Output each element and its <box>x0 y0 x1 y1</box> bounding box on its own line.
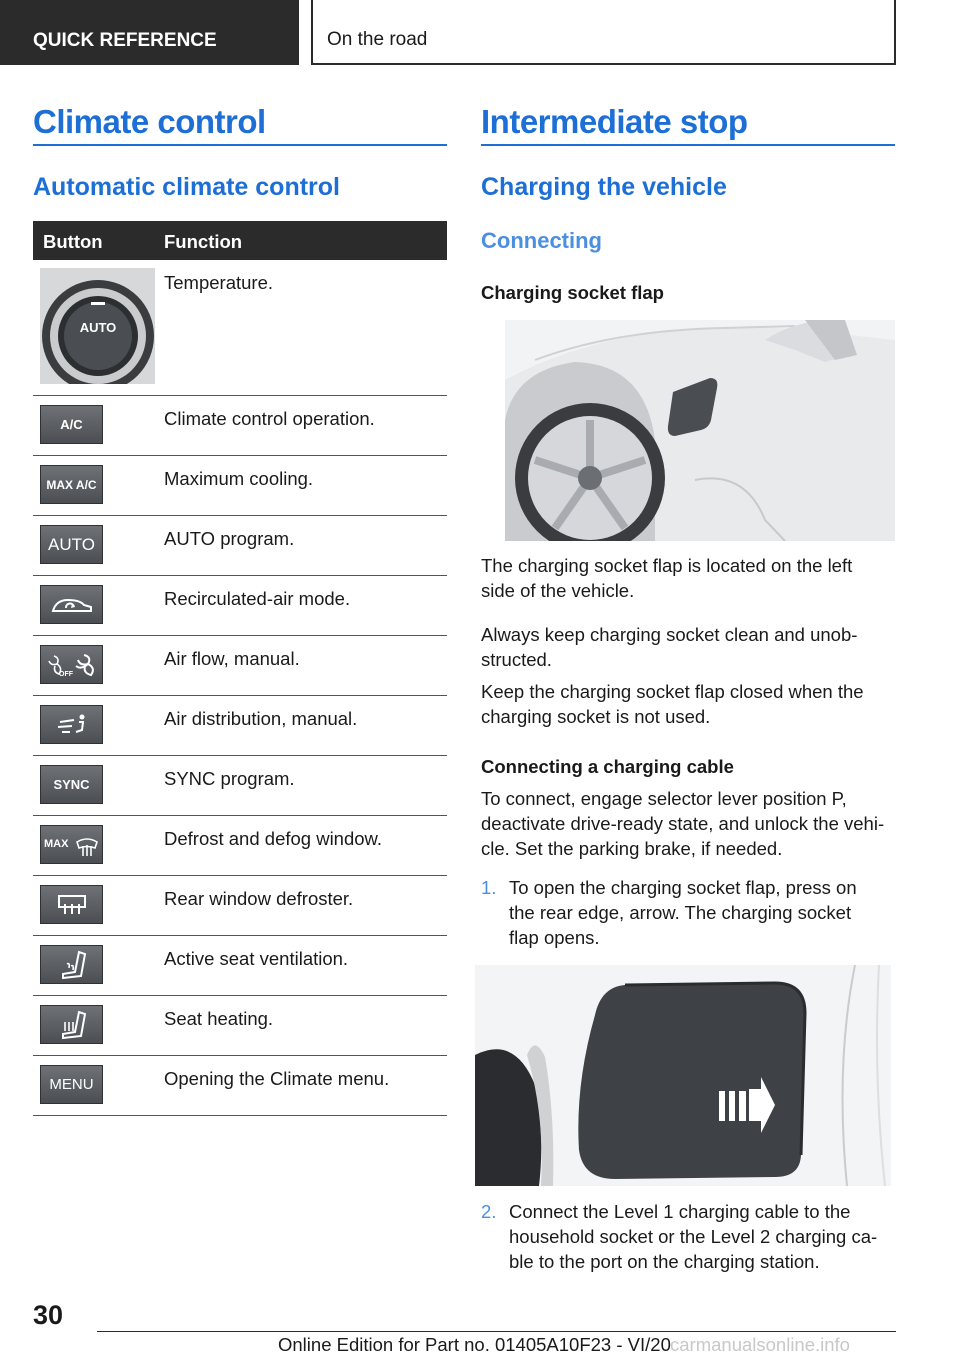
text-line: household socket or the Level 2 charging ca- <box>509 1226 878 1247</box>
function-temperature: Temperature. <box>164 272 273 293</box>
text-line: deactivate drive-ready state, and unlock the vehi- <box>481 813 885 834</box>
recirculation-icon <box>40 585 103 624</box>
subsection-heading: Connecting <box>481 228 602 253</box>
footer-rule <box>97 1331 896 1332</box>
table-row <box>33 576 447 636</box>
page-number: 30 <box>33 1300 64 1330</box>
title-rule-left <box>33 144 447 146</box>
chapter-tab: On the road <box>311 0 896 65</box>
menu-button-icon <box>40 1065 103 1104</box>
step-2-text <box>509 1199 877 1274</box>
text-line: side of the vehicle. <box>481 580 635 601</box>
max-ac-button-label: MAX A/C <box>46 477 97 492</box>
connect-paragraph <box>481 786 884 861</box>
max-ac-button-icon <box>40 465 103 504</box>
text-line: flap opens. <box>509 927 600 948</box>
table-row <box>33 260 447 396</box>
function-air-flow: Air flow, manual. <box>164 648 300 669</box>
defrost-icon <box>40 825 103 864</box>
ac-button-icon <box>40 405 103 444</box>
section-tab: QUICK REFERENCE <box>0 0 299 65</box>
function-sync: SYNC program. <box>164 768 295 789</box>
text-line: The charging socket flap is located on the left <box>481 555 853 576</box>
fan-icon <box>40 645 103 684</box>
table-row <box>33 636 447 696</box>
step-1-text <box>509 875 857 950</box>
col-header-function: Function <box>164 231 243 252</box>
fan-off-label: OFF <box>58 670 73 678</box>
function-defrost: Defrost and defog window. <box>164 828 383 849</box>
edition-text: Online Edition for Part no. 01405A10F23 - VI/20 <box>278 1334 671 1355</box>
flap-heading: Charging socket flap <box>481 282 664 303</box>
function-auto: AUTO program. <box>164 528 295 549</box>
defrost-max-label: MAX <box>43 837 68 850</box>
function-recirculation: Recirculated-air mode. <box>164 588 351 609</box>
auto-button-label: AUTO <box>48 534 95 554</box>
table-row <box>33 756 447 816</box>
charging-flap-photo <box>505 320 895 541</box>
table-row <box>33 696 447 756</box>
air-distribution-icon <box>40 705 103 744</box>
watermark: carmanualsonline.info <box>670 1334 850 1355</box>
table-row <box>33 996 447 1056</box>
step-1-number: 1. <box>481 877 497 898</box>
text-line: To open the charging socket flap, press on <box>509 877 857 898</box>
climate-table <box>33 221 447 1116</box>
section-heading-left: Automatic climate control <box>33 173 340 201</box>
text-line: cle. Set the parking brake, if needed. <box>481 838 783 859</box>
sync-button-label: SYNC <box>53 777 90 792</box>
text-line: structed. <box>481 649 552 670</box>
table-row <box>33 816 447 876</box>
function-seat-heating: Seat heating. <box>164 1008 274 1029</box>
function-max-cooling: Maximum cooling. <box>164 468 314 489</box>
table-header <box>33 221 447 260</box>
step-2-number: 2. <box>481 1201 497 1222</box>
temperature-knob-icon <box>40 268 155 384</box>
table-row <box>33 936 447 996</box>
menu-button-label: MENU <box>49 1076 94 1093</box>
function-ac: Climate control operation. <box>164 408 375 429</box>
table-row <box>33 1056 447 1116</box>
text-line: Connect the Level 1 charging cable to the <box>509 1201 851 1222</box>
table-row <box>33 516 447 576</box>
cable-heading: Connecting a charging cable <box>481 756 734 777</box>
function-rear-defroster: Rear window defroster. <box>164 888 354 909</box>
section-heading-right: Charging the vehicle <box>481 173 727 201</box>
flap-arrow-photo <box>475 965 891 1186</box>
keep-clean-paragraph <box>481 622 857 672</box>
knob-label: AUTO <box>79 320 117 335</box>
page-title-right: Intermediate stop <box>481 103 748 140</box>
page-title-left: Climate control <box>33 103 266 140</box>
col-header-button: Button <box>43 231 103 252</box>
table-row <box>33 456 447 516</box>
rear-defroster-icon <box>40 885 103 924</box>
seat-heating-icon <box>40 1005 103 1044</box>
function-air-distribution: Air distribution, manual. <box>164 708 358 729</box>
table-row <box>33 396 447 456</box>
text-line: ble to the port on the charging station. <box>509 1251 820 1272</box>
text-line: Keep the charging socket flap closed when the <box>481 681 864 702</box>
sync-button-icon <box>40 765 103 804</box>
text-line: the rear edge, arrow. The charging socket <box>509 902 852 923</box>
seat-ventilation-icon <box>40 945 103 984</box>
text-line: charging socket is not used. <box>481 706 711 727</box>
flap-location-paragraph <box>481 553 852 603</box>
table-row <box>33 876 447 936</box>
text-line: To connect, engage selector lever position P, <box>481 788 847 809</box>
function-climate-menu: Opening the Climate menu. <box>164 1068 390 1089</box>
auto-button-icon <box>40 525 103 564</box>
ac-button-label: A/C <box>60 417 83 432</box>
text-line: Always keep charging socket clean and unob- <box>481 624 858 645</box>
keep-closed-paragraph <box>481 679 864 729</box>
function-seat-ventilation: Active seat ventilation. <box>164 948 349 969</box>
title-rule-right <box>481 144 895 146</box>
